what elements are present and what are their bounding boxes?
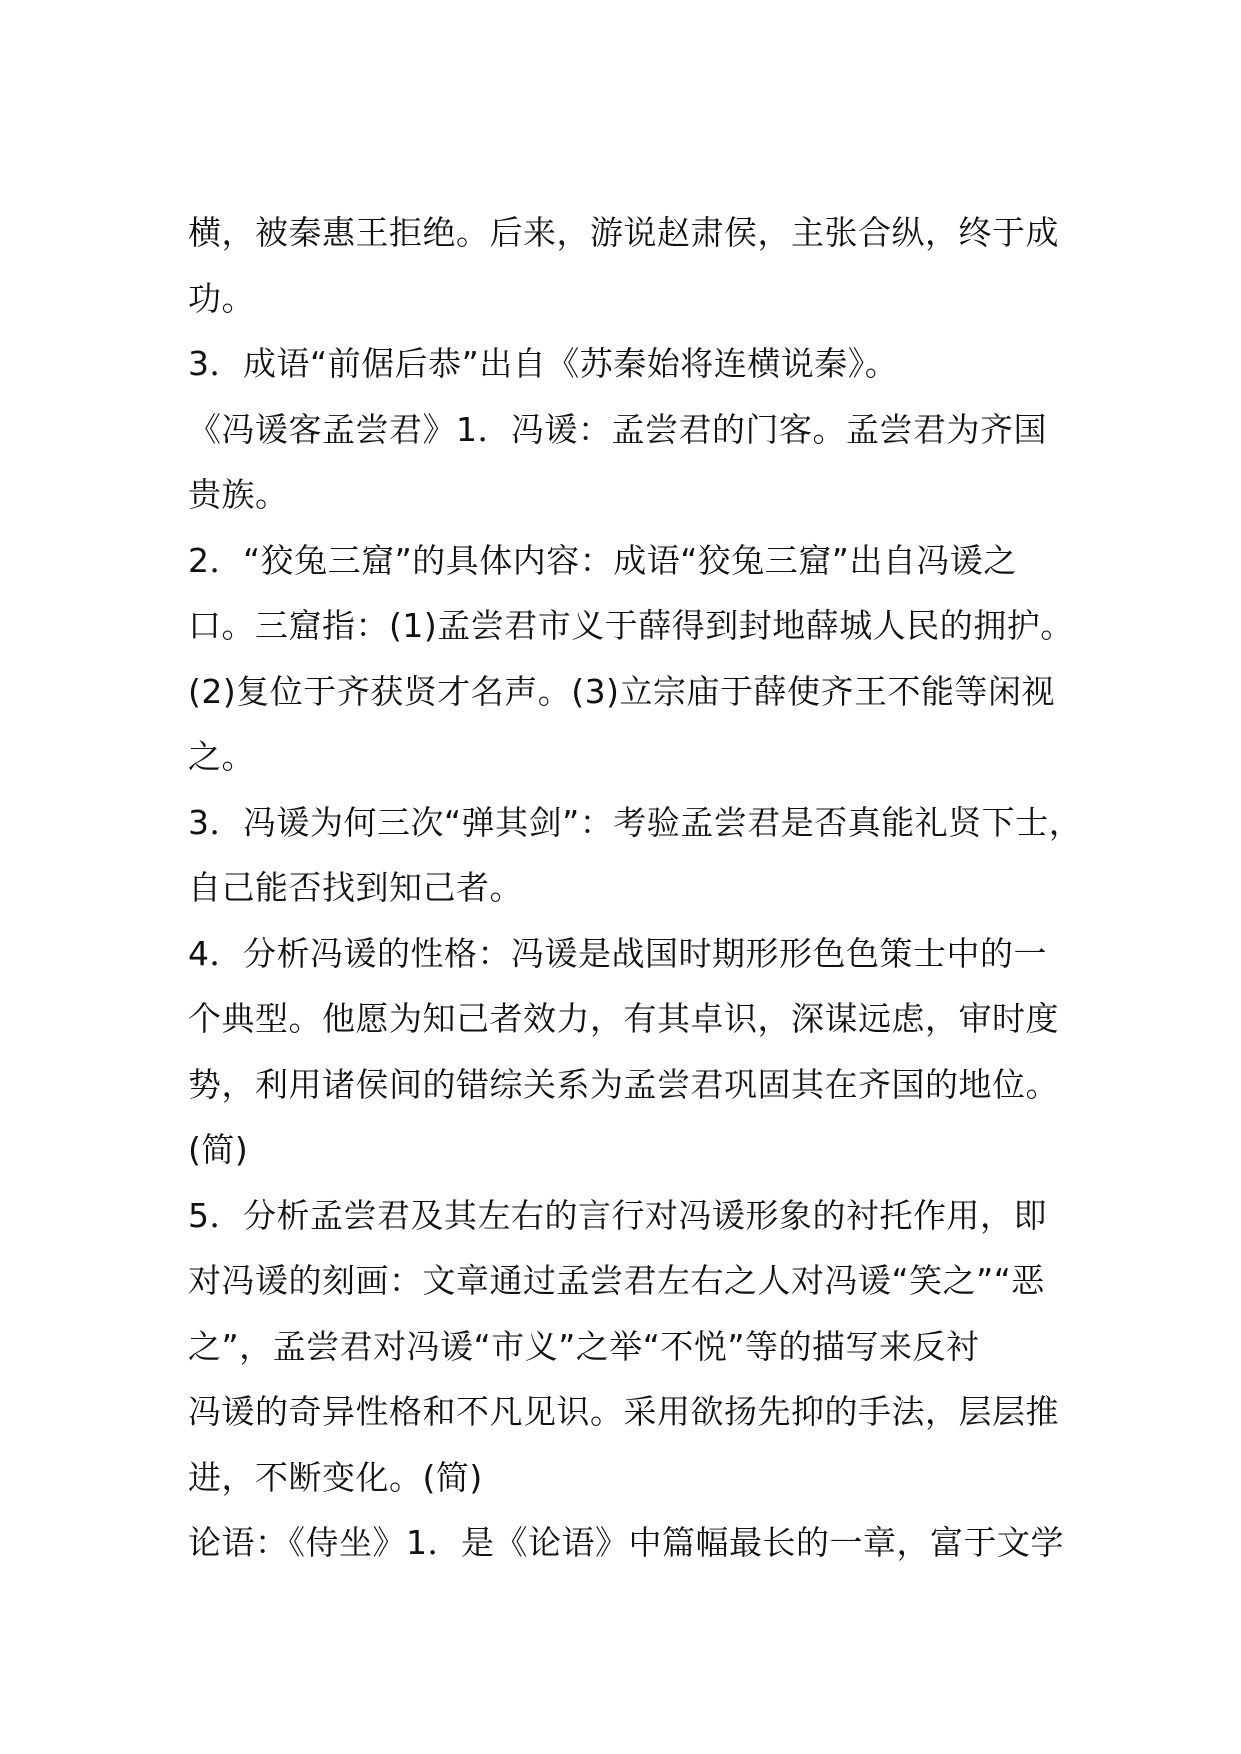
text-line: 3．成语“前倨后恭”出自《苏秦始将连横说秦》。	[188, 344, 899, 383]
text-line: 自己能否找到知己者。	[188, 868, 523, 907]
text-line: 冯谖的奇异性格和不凡见识。采用欲扬先抑的手法，层层推	[188, 1392, 1059, 1431]
text-line: 势，利用诸侯间的错综关系为孟尝君巩固其在齐国的地位。	[188, 1064, 1059, 1104]
text-line: (简)	[188, 1130, 249, 1169]
text-line: 之”，孟尝君对冯谖“市义”之举“不悦”等的描写来反衬	[188, 1326, 980, 1366]
text-line: 3．冯谖为何三次“弹其剑”：考验孟尝君是否真能礼贤下士，	[188, 802, 1083, 842]
text-line: 之。	[188, 737, 255, 776]
document-body	[188, 200, 1083, 1576]
text-line: 横，被秦惠王拒绝。后来，游说赵肃侯，主张合纵，终于成	[188, 213, 1059, 252]
text-line: 4．分析冯谖的性格：冯谖是战国时期形形色色策士中的一	[188, 933, 1047, 973]
text-line: 论语：《侍坐》1．是《论语》中篇幅最长的一章，富于文学	[188, 1523, 1064, 1562]
text-line: 对冯谖的刻画：文章通过孟尝君左右之人对冯谖“笑之”“恶	[188, 1261, 1045, 1300]
text-line: 贵族。	[188, 475, 289, 514]
text-line: 个典型。他愿为知己者效力，有其卓识，深谋远虑，审时度	[188, 999, 1059, 1038]
text-line: 《冯谖客孟尝君》1．冯谖：孟尝君的门客。孟尝君为齐国	[188, 409, 1047, 449]
text-line: 2．“狡兔三窟”的具体内容：成语“狡兔三窟”出自冯谖之	[188, 540, 1017, 580]
text-line: 口。三窟指：(1)孟尝君市义于薛得到封地薛城人民的拥护。	[188, 606, 1074, 645]
text-line: 功。	[188, 278, 255, 318]
text-line: 进，不断变化。(简)	[188, 1457, 483, 1497]
text-line: 5．分析孟尝君及其左右的言行对冯谖形象的衬托作用，即	[188, 1195, 1047, 1235]
text-line: (2)复位于齐获贤才名声。(3)立宗庙于薛使齐王不能等闲视	[188, 671, 1055, 711]
